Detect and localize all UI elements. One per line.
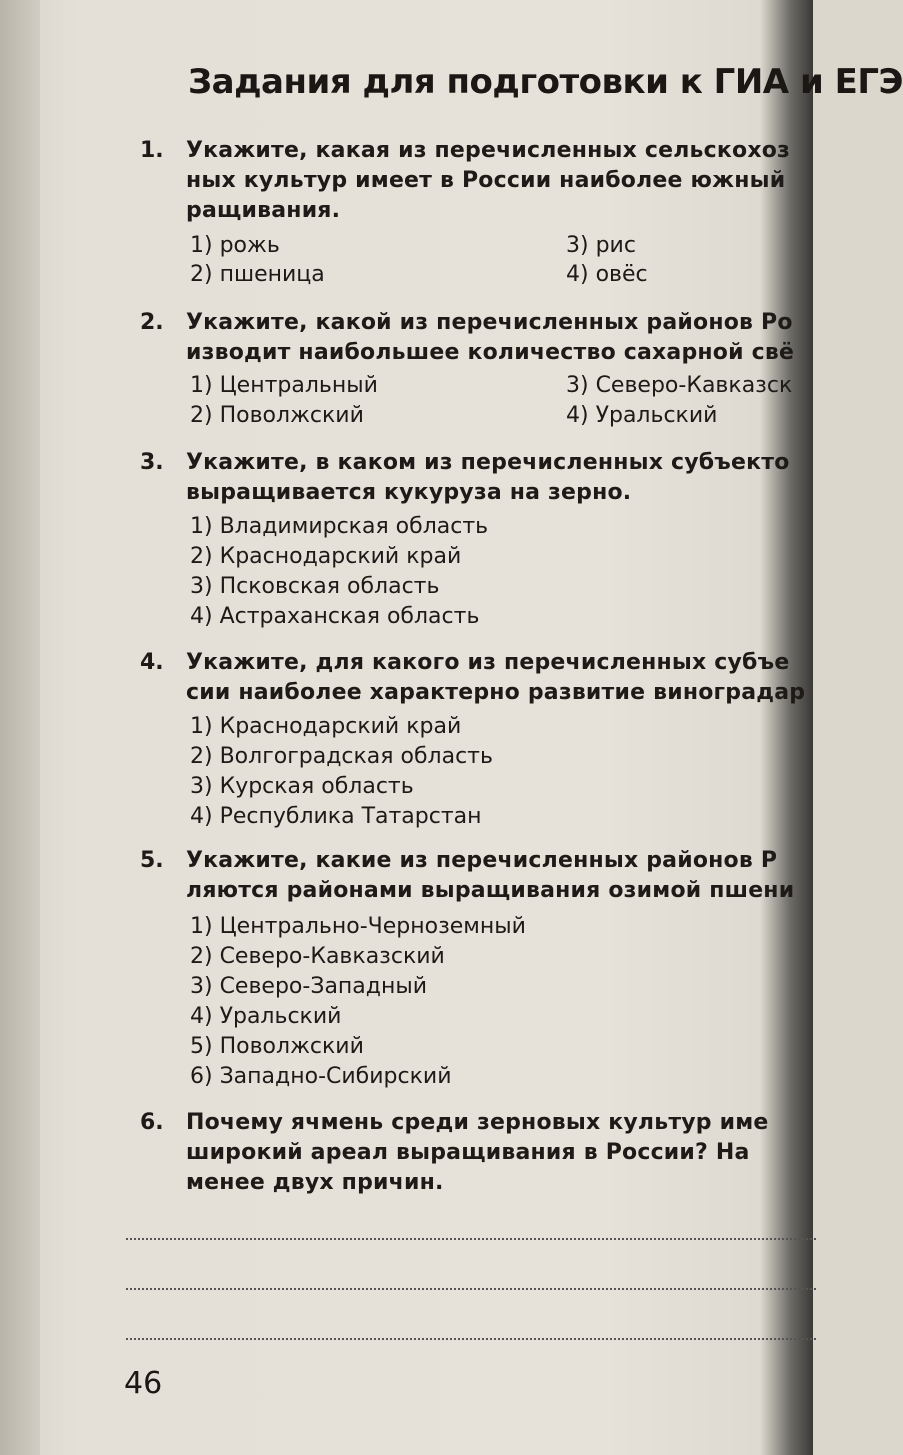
question-line: Почему ячмень среди зерновых культур име <box>186 1110 769 1135</box>
answer-option: 1) Краснодарский край <box>190 714 462 739</box>
task-number: 6. <box>140 1110 164 1135</box>
question-line: ращивания. <box>186 198 341 223</box>
question-line: Укажите, в каком из перечисленных субъекто <box>186 450 790 475</box>
answer-option: 4) Республика Татарстан <box>190 804 482 829</box>
question-line: Укажите, для какого из перечисленных субъе <box>186 650 790 675</box>
task-number: 2. <box>140 310 164 335</box>
answer-option: 2) пшеница <box>190 262 325 287</box>
answer-option: 3) рис <box>566 233 636 258</box>
task-number: 1. <box>140 138 164 163</box>
answer-option: 2) Волгоградская область <box>190 744 493 769</box>
answer-option: 4) овёс <box>566 262 648 287</box>
answer-option: 2) Поволжский <box>190 403 364 428</box>
answer-option: 1) рожь <box>190 233 280 258</box>
answer-option: 1) Центрально-Черноземный <box>190 914 526 939</box>
task-number: 4. <box>140 650 164 675</box>
answer-option: 1) Центральный <box>190 373 378 398</box>
answer-option: 6) Западно-Сибирский <box>190 1064 452 1089</box>
answer-line[interactable] <box>126 1288 816 1290</box>
page-margin <box>0 0 40 1455</box>
answer-line[interactable] <box>126 1338 816 1340</box>
answer-option: 4) Уральский <box>190 1004 342 1029</box>
answer-option: 5) Поволжский <box>190 1034 364 1059</box>
answer-option: 3) Курская область <box>190 774 414 799</box>
question-line: менее двух причин. <box>186 1170 444 1195</box>
question-line: Укажите, какая из перечисленных сельскохоз <box>186 138 791 163</box>
answer-option: 3) Псковская область <box>190 574 440 599</box>
page-number: 46 <box>124 1366 163 1401</box>
question-line: широкий ареал выращивания в России? На <box>186 1140 750 1165</box>
answer-option: 4) Астраханская область <box>190 604 480 629</box>
answer-option: 3) Северо-Западный <box>190 974 428 999</box>
answer-option: 1) Владимирская область <box>190 514 489 539</box>
page-title: Задания для подготовки к ГИА и ЕГЭ <box>188 62 903 102</box>
question-line: выращивается кукуруза на зерно. <box>186 480 632 505</box>
question-line: сии наиболее характерно развитие виноградар <box>186 680 806 705</box>
answer-option: 4) Уральский <box>566 403 718 428</box>
answer-option: 3) Северо-Кавказск <box>566 373 793 398</box>
question-line: Укажите, какие из перечисленных районов Р <box>186 848 778 873</box>
task-number: 3. <box>140 450 164 475</box>
question-line: ных культур имеет в России наиболее южный <box>186 168 786 193</box>
task-number: 5. <box>140 848 164 873</box>
answer-option: 2) Краснодарский край <box>190 544 462 569</box>
question-line: изводит наибольшее количество сахарной свё <box>186 340 795 365</box>
answer-option: 2) Северо-Кавказский <box>190 944 445 969</box>
question-line: Укажите, какой из перечисленных районов Ро <box>186 310 793 335</box>
answer-line[interactable] <box>126 1238 816 1240</box>
question-line: ляются районами выращивания озимой пшени <box>186 878 795 903</box>
